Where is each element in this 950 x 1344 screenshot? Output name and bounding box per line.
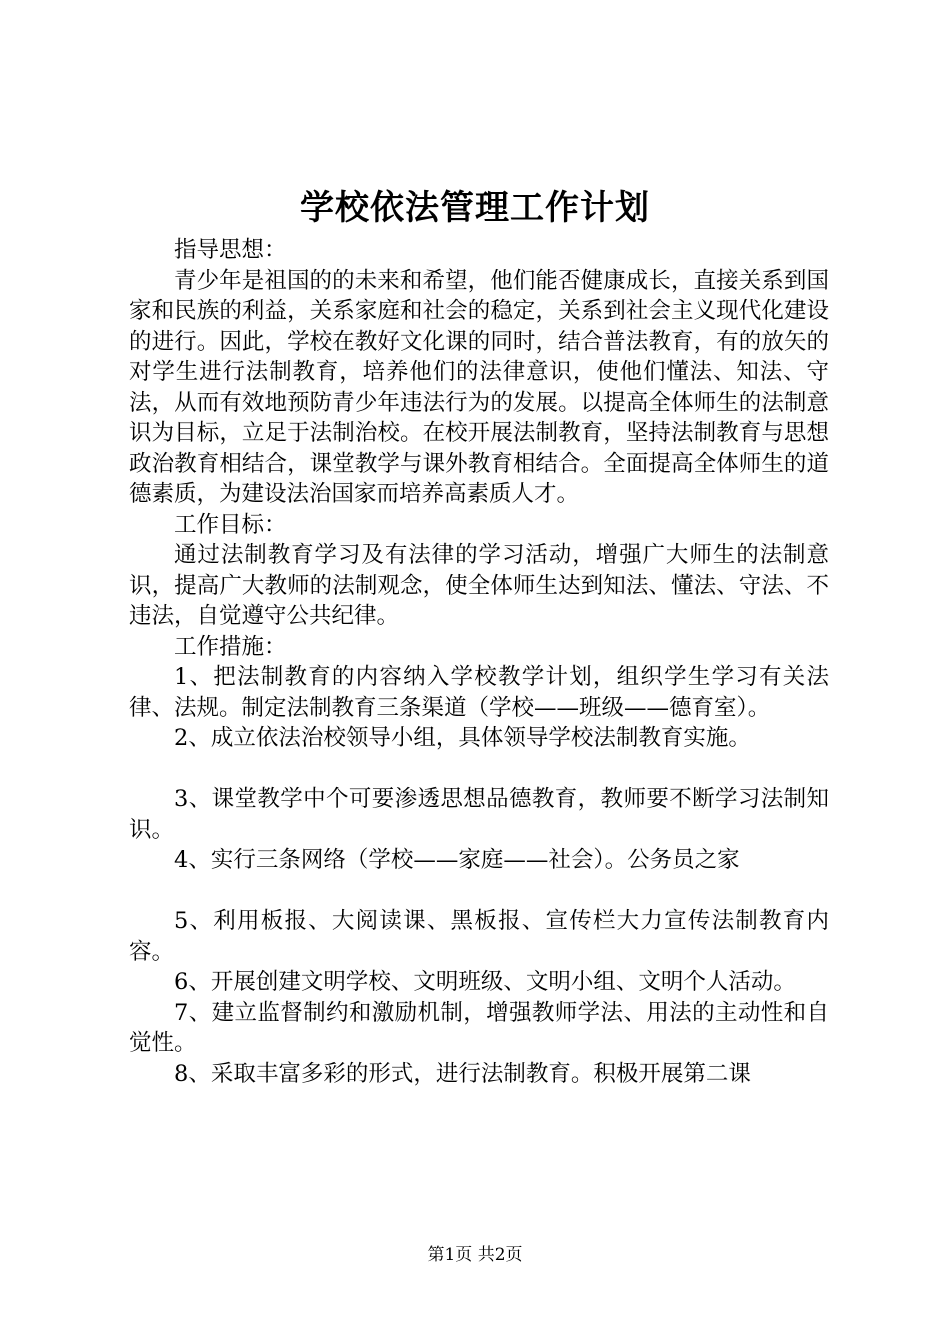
document-body: [129, 235, 829, 1089]
measure-item-7: 7、建立监督制约和激励机制，增强教师学法、用法的主动性和自觉性。: [129, 999, 829, 1056]
paragraph-work-goals: 通过法制教育学习及有法律的学习活动，增强广大师生的法制意识，提高广大教师的法制观念，使全体师生达到知法、懂法、守法、不违法，自觉遵守公共纪律。: [129, 542, 829, 629]
measure-item-5: 5、利用板报、大阅读课、黑板报、宣传栏大力宣传法制教育内容。: [129, 908, 829, 965]
measure-item-8: 8、采取丰富多彩的形式，进行法制教育。积极开展第二课: [174, 1060, 751, 1087]
paragraph-guiding-thought: 青少年是祖国的的未来和希望，他们能否健康成长，直接关系到国家和民族的利益，关系家庭和社会的稳定，关系到社会主义现代化建设的进行。因此，学校在教好文化课的同时，结合普法教育，有的放矢的对学生进行法制教育，培养他们的法律意识，使他们懂法、知法、守法，从而有效地预防青少年违法行为的发展。以提高全体师生的法制意识为目标，立足于法制治校。在校开展法制教育，坚持法制教育与思想政治教育相结合，课堂教学与课外教育相结合。全面提高全体师生的道德素质，为建设法治国家而培养高素质人才。: [129, 267, 829, 507]
measure-item-2: 2、成立依法治校领导小组，具体领导学校法制教育实施。: [174, 725, 751, 751]
document-title: 学校依法管理工作计划: [300, 188, 650, 228]
section-heading-work-measures: 工作措施：: [174, 633, 287, 660]
measure-item-4: 4、实行三条网络（学校——家庭——社会）。公务员之家: [174, 847, 740, 873]
section-heading-work-goals: 工作目标：: [174, 511, 287, 538]
measure-item-6: 6、开展创建文明学校、文明班级、文明小组、文明个人活动。: [174, 969, 796, 995]
measure-item-3: 3、课堂教学中个可要渗透思想品德教育，教师要不断学习法制知识。: [129, 786, 829, 843]
measure-item-1: 1、把法制教育的内容纳入学校教学计划，组织学生学习有关法律、法规。制定法制教育三条渠道（学校——班级——德育室）。: [129, 664, 829, 721]
section-heading-guiding-thought: 指导思想：: [174, 237, 287, 263]
page-footer: 第1页 共2页: [427, 1245, 523, 1265]
